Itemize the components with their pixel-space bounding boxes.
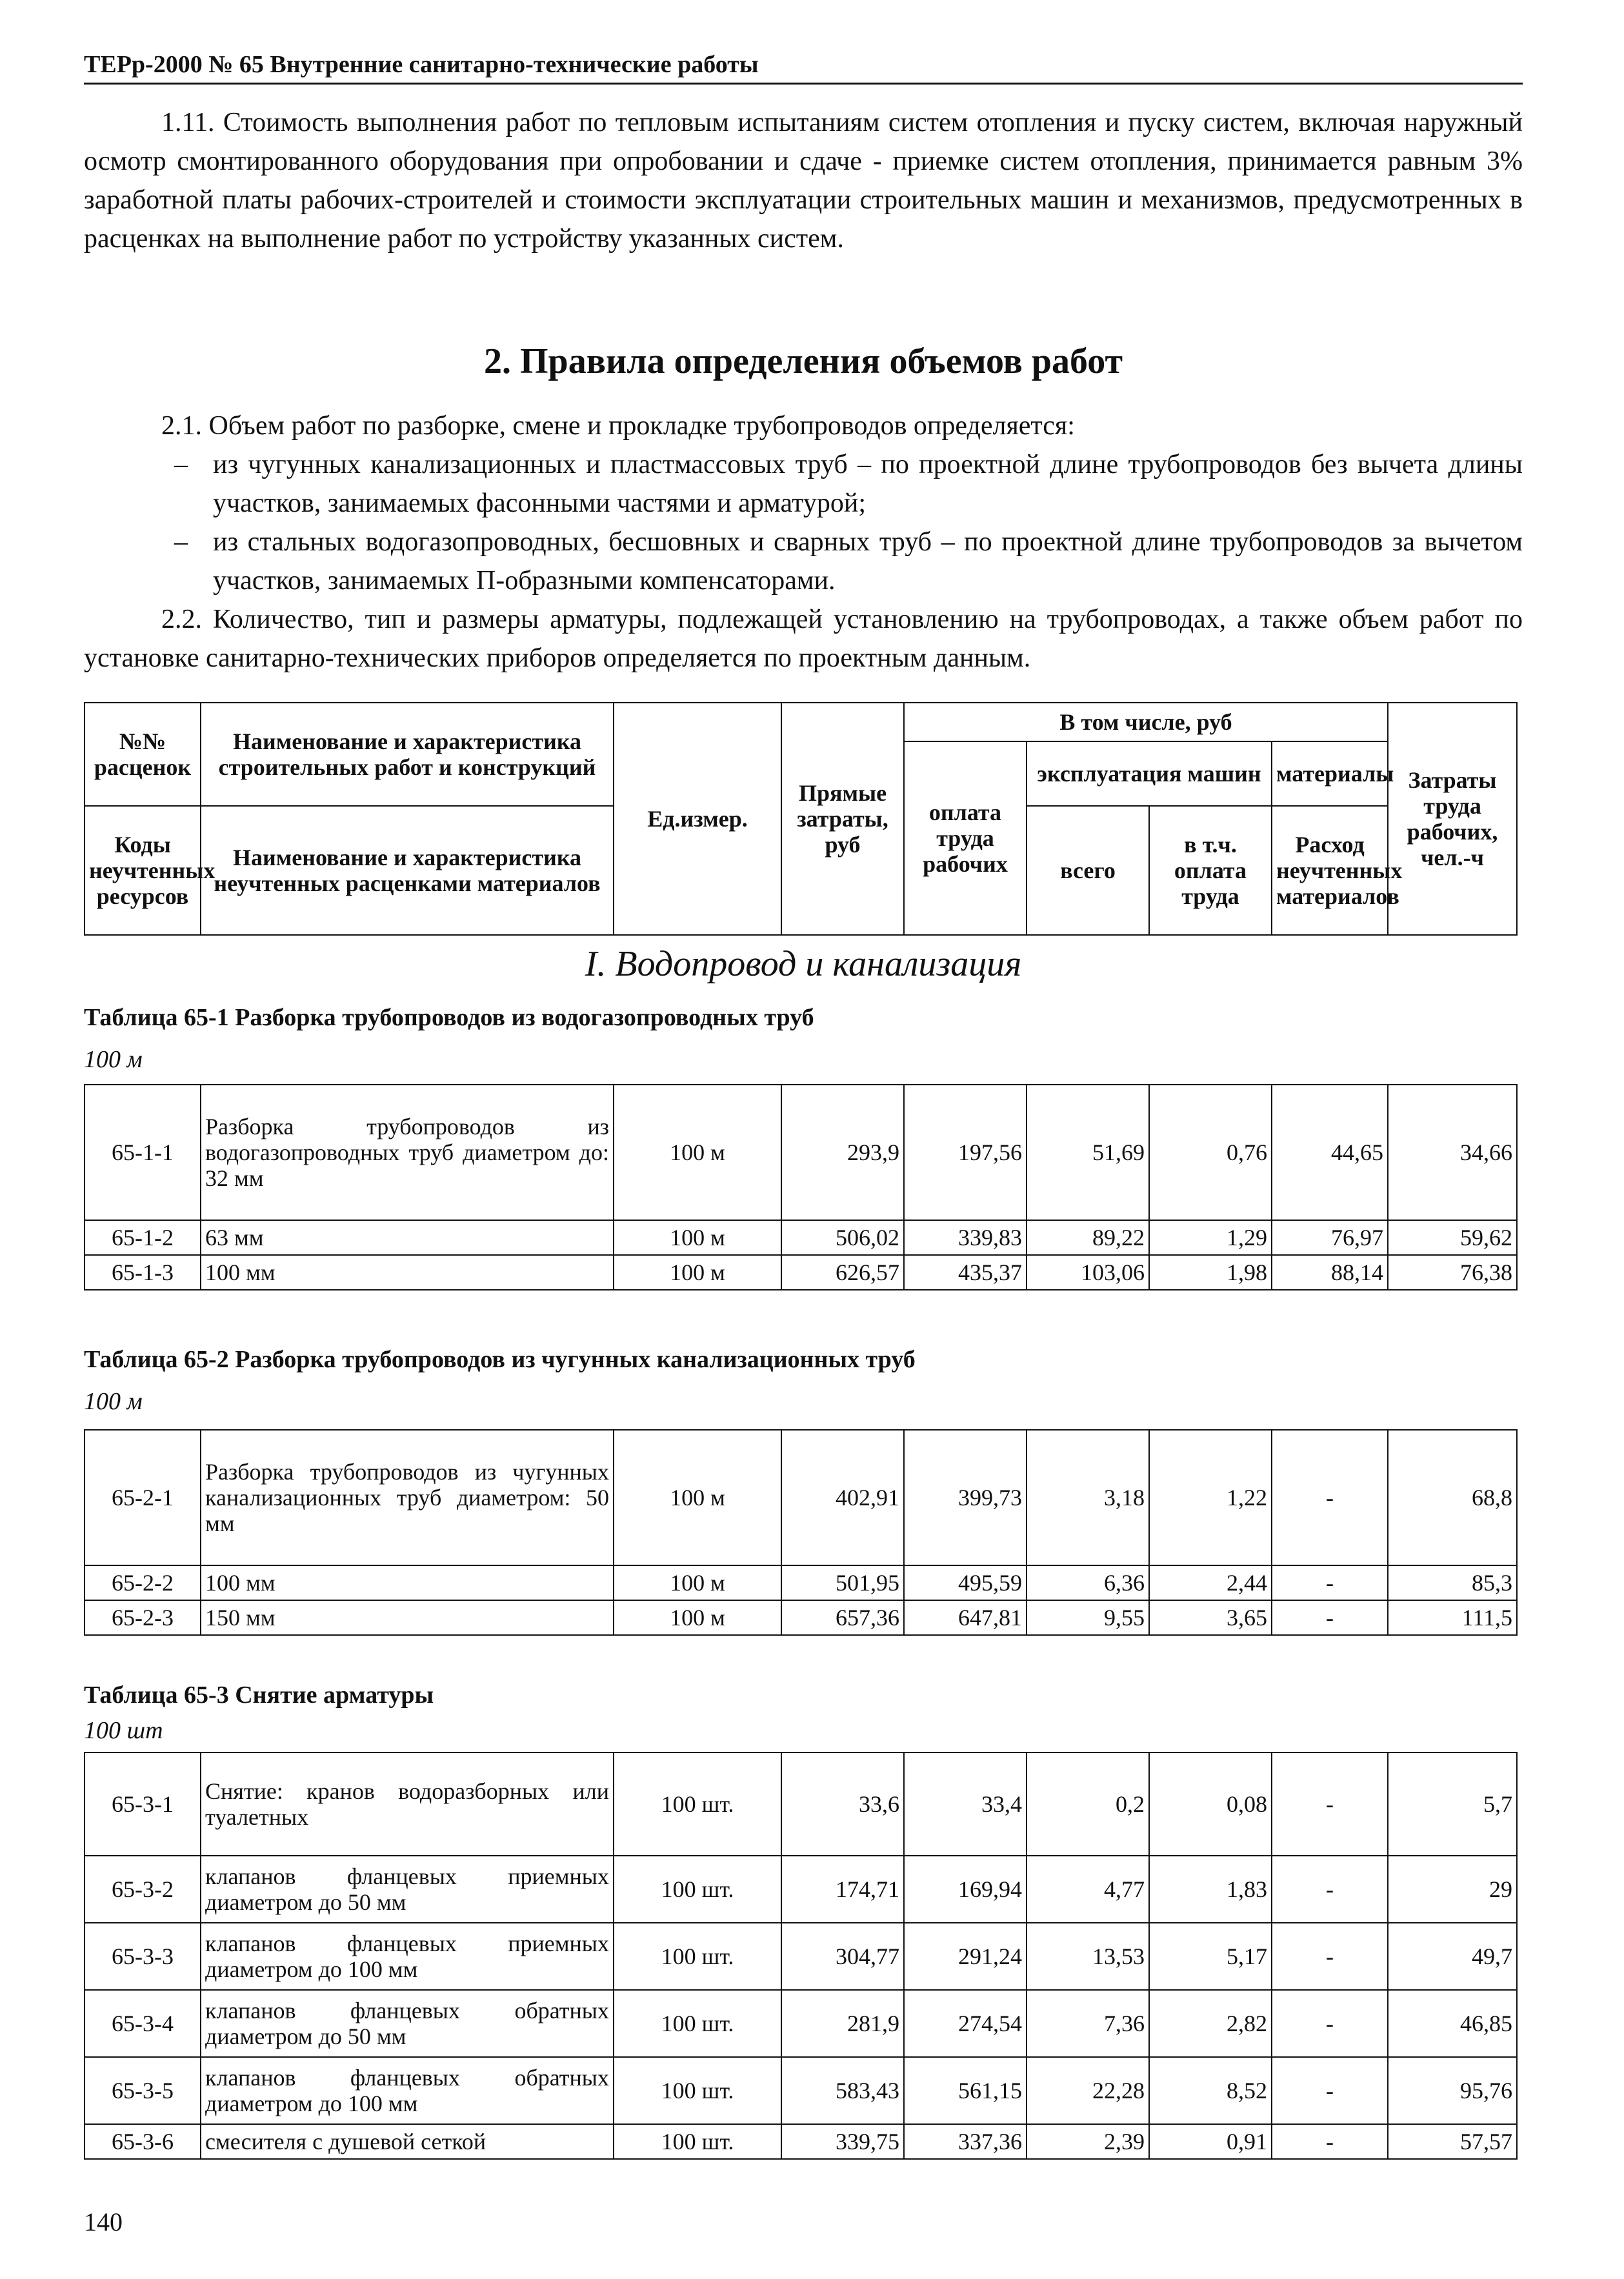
cell-wages: 33,4 [904, 1752, 1027, 1856]
cell-direct: 626,57 [781, 1255, 904, 1290]
cell-direct: 657,36 [781, 1600, 904, 1635]
cell-wages: 561,15 [904, 2057, 1027, 2124]
cell-description: Снятие: кранов водоразборных или туалетных [201, 1752, 614, 1856]
cell-code: 65-2-3 [85, 1600, 201, 1635]
page-number: 140 [84, 2207, 123, 2236]
cell-materials: 76,97 [1272, 1220, 1388, 1255]
cell-labor: 59,62 [1388, 1220, 1517, 1255]
cell-machine-wages: 0,91 [1149, 2124, 1272, 2159]
table-title: Таблица 65-2 Разборка трубопроводов из чугунных канализационных труб [84, 1346, 916, 1373]
section-title: 2. Правила определения объемов работ [484, 341, 1123, 381]
cell-machine-wages: 3,65 [1149, 1600, 1272, 1635]
cell-unit: 100 шт. [614, 2124, 781, 2159]
list-item-text: из стальных водогазопроводных, бесшовных и сварных труб – по проектной длине трубопроводов за вычетом участков, занимаемых П-образными компенсаторами. [213, 527, 1523, 596]
cell-code: 65-3-3 [85, 1923, 201, 1990]
cell-machines: 9,55 [1027, 1600, 1149, 1635]
column-header-table [84, 702, 1518, 936]
list-item [84, 523, 1523, 600]
cell-description: 100 мм [201, 1255, 614, 1290]
cell-wages: 169,94 [904, 1856, 1027, 1923]
cell-unit: 100 шт. [614, 1923, 781, 1990]
cell-materials: - [1272, 1752, 1388, 1856]
cell-description: смесителя с душевой сеткой [201, 2124, 614, 2159]
subsection-title: I. Водопровод и канализация [585, 944, 1022, 984]
cell-labor: 68,8 [1388, 1430, 1517, 1565]
cell-unit: 100 шт. [614, 2057, 781, 2124]
cell-materials: - [1272, 1430, 1388, 1565]
cell-labor: 57,57 [1388, 2124, 1517, 2159]
cell-materials: 44,65 [1272, 1085, 1388, 1220]
cell-wages: 197,56 [904, 1085, 1027, 1220]
cell-labor: 46,85 [1388, 1990, 1517, 2057]
cell-code: 65-1-1 [85, 1085, 201, 1220]
cell-description: 100 мм [201, 1565, 614, 1600]
header-name-materials: Наименование и характеристика неучтенных расценками материалов [201, 806, 614, 935]
cell-machines: 3,18 [1027, 1430, 1149, 1565]
cell-labor: 34,66 [1388, 1085, 1517, 1220]
cell-description: клапанов фланцевых приемных диаметром до 100 мм [201, 1923, 614, 1990]
cell-code: 65-3-6 [85, 2124, 201, 2159]
cell-unit: 100 м [614, 1565, 781, 1600]
table-row [85, 1990, 1517, 2057]
list-item [84, 445, 1523, 523]
cell-wages: 647,81 [904, 1600, 1027, 1635]
paragraph-2-2: 2.2. Количество, тип и размеры арматуры, подлежащей установлению на трубопроводах, а также объем работ по установке санитарно-технических приборов определяется по проектным данным. [84, 605, 1523, 673]
header-number: №№ расценок [85, 703, 201, 806]
cell-code: 65-3-4 [85, 1990, 201, 2057]
data-table [84, 1429, 1518, 1636]
cell-unit: 100 шт. [614, 1752, 781, 1856]
paragraph-2-1: 2.1. Объем работ по разборке, смене и прокладке трубопроводов определяется: [161, 411, 1075, 441]
cell-machine-wages: 0,08 [1149, 1752, 1272, 1856]
table-row [85, 1600, 1517, 1635]
table-title: Таблица 65-1 Разборка трубопроводов из водогазопроводных труб [84, 1004, 814, 1031]
table-row [85, 1430, 1517, 1565]
cell-machine-wages: 1,98 [1149, 1255, 1272, 1290]
cell-description: 150 мм [201, 1600, 614, 1635]
header-wages: оплата труда рабочих [904, 741, 1027, 935]
cell-unit: 100 м [614, 1430, 781, 1565]
cell-description: 63 мм [201, 1220, 614, 1255]
cell-machine-wages: 1,22 [1149, 1430, 1272, 1565]
header-name: Наименование и характеристика строительных работ и конструкций [201, 703, 614, 806]
paragraph-1-11: 1.11. Стоимость выполнения работ по тепловым испытаниям систем отопления и пуску систем, включая наружный осмотр смонтированного оборудования при опробовании и сдаче - приемке систем отопления, принимается равным 3% заработной платы рабочих-строителей и стоимости эксплуатации строительных машин и механизмов, предусмотренных в расценках на выполнение работ по устройству указанных систем. [84, 108, 1523, 254]
cell-labor: 76,38 [1388, 1255, 1517, 1290]
header-unaccounted-materials: Расход неучтенных материалов [1272, 806, 1388, 935]
cell-machines: 13,53 [1027, 1923, 1149, 1990]
cell-materials: - [1272, 1565, 1388, 1600]
table-row [85, 1923, 1517, 1990]
cell-labor: 95,76 [1388, 2057, 1517, 2124]
cell-direct: 174,71 [781, 1856, 904, 1923]
cell-machine-wages: 8,52 [1149, 2057, 1272, 2124]
cell-machine-wages: 0,76 [1149, 1085, 1272, 1220]
table-row [85, 1085, 1517, 1220]
cell-description: Разборка трубопроводов из чугунных канализационных труб диаметром: 50 мм [201, 1430, 614, 1565]
cell-machine-wages: 2,82 [1149, 1990, 1272, 2057]
cell-unit: 100 м [614, 1255, 781, 1290]
cell-labor: 5,7 [1388, 1752, 1517, 1856]
cell-machine-wages: 1,29 [1149, 1220, 1272, 1255]
cell-machines: 103,06 [1027, 1255, 1149, 1290]
header-codes: Коды неучтенных ресурсов [85, 806, 201, 935]
header-including: В том числе, руб [904, 703, 1388, 741]
cell-direct: 304,77 [781, 1923, 904, 1990]
cell-unit: 100 м [614, 1085, 781, 1220]
table-unit: 100 шт [84, 1717, 163, 1744]
cell-unit: 100 шт. [614, 1856, 781, 1923]
cell-machines: 22,28 [1027, 2057, 1149, 2124]
cell-direct: 293,9 [781, 1085, 904, 1220]
header-machine-wages: в т.ч. оплата труда [1149, 806, 1272, 935]
header-machines: эксплуатация машин [1027, 741, 1272, 806]
cell-labor: 29 [1388, 1856, 1517, 1923]
cell-materials: - [1272, 2124, 1388, 2159]
cell-code: 65-2-2 [85, 1565, 201, 1600]
table-row [85, 2124, 1517, 2159]
cell-machines: 51,69 [1027, 1085, 1149, 1220]
cell-machines: 4,77 [1027, 1856, 1149, 1923]
cell-machines: 6,36 [1027, 1565, 1149, 1600]
cell-code: 65-2-1 [85, 1430, 201, 1565]
cell-direct: 501,95 [781, 1565, 904, 1600]
cell-description: клапанов фланцевых обратных диаметром до 50 мм [201, 1990, 614, 2057]
cell-direct: 402,91 [781, 1430, 904, 1565]
cell-labor: 85,3 [1388, 1565, 1517, 1600]
dash-bullet: – [174, 450, 188, 479]
cell-wages: 274,54 [904, 1990, 1027, 2057]
header-materials: материалы [1272, 741, 1388, 806]
header-direct-costs: Прямые затраты, руб [781, 703, 904, 935]
table-title: Таблица 65-3 Снятие арматуры [84, 1682, 434, 1709]
cell-wages: 337,36 [904, 2124, 1027, 2159]
cell-machine-wages: 1,83 [1149, 1856, 1272, 1923]
cell-unit: 100 шт. [614, 1990, 781, 2057]
cell-description: клапанов фланцевых обратных диаметром до 100 мм [201, 2057, 614, 2124]
cell-wages: 339,83 [904, 1220, 1027, 1255]
cell-machine-wages: 5,17 [1149, 1923, 1272, 1990]
cell-code: 65-1-3 [85, 1255, 201, 1290]
table-row [85, 1255, 1517, 1290]
cell-machines: 0,2 [1027, 1752, 1149, 1856]
cell-materials: - [1272, 1856, 1388, 1923]
cell-machines: 7,36 [1027, 1990, 1149, 2057]
header-unit: Ед.измер. [614, 703, 781, 935]
cell-code: 65-3-2 [85, 1856, 201, 1923]
cell-machines: 89,22 [1027, 1220, 1149, 1255]
cell-direct: 33,6 [781, 1752, 904, 1856]
table-row [85, 1565, 1517, 1600]
list-item-text: из чугунных канализационных и пластмассовых труб – по проектной длине трубопроводов без вычета длины участков, занимаемых фасонными частями и арматурой; [213, 450, 1523, 518]
table-unit: 100 м [84, 1388, 143, 1415]
cell-labor: 111,5 [1388, 1600, 1517, 1635]
cell-wages: 399,73 [904, 1430, 1027, 1565]
cell-materials: - [1272, 1600, 1388, 1635]
cell-machines: 2,39 [1027, 2124, 1149, 2159]
header-labor: Затраты труда рабочих, чел.-ч [1388, 703, 1517, 935]
cell-description: клапанов фланцевых приемных диаметром до 50 мм [201, 1856, 614, 1923]
data-table [84, 1084, 1518, 1290]
table-row [85, 1220, 1517, 1255]
cell-materials: - [1272, 2057, 1388, 2124]
table-row [85, 1856, 1517, 1923]
cell-machine-wages: 2,44 [1149, 1565, 1272, 1600]
cell-code: 65-3-5 [85, 2057, 201, 2124]
cell-materials: - [1272, 1990, 1388, 2057]
dash-bullet: – [174, 527, 188, 557]
table-row [85, 1752, 1517, 1856]
table-unit: 100 м [84, 1046, 143, 1073]
cell-wages: 495,59 [904, 1565, 1027, 1600]
cell-unit: 100 м [614, 1600, 781, 1635]
cell-direct: 583,43 [781, 2057, 904, 2124]
cell-code: 65-1-2 [85, 1220, 201, 1255]
data-table [84, 1752, 1518, 2160]
running-header: ТЕРр-2000 № 65 Внутренние санитарно-технические работы [84, 50, 1523, 85]
cell-description: Разборка трубопроводов из водогазопроводных труб диаметром до: 32 мм [201, 1085, 614, 1220]
cell-materials: 88,14 [1272, 1255, 1388, 1290]
cell-direct: 506,02 [781, 1220, 904, 1255]
table-row [85, 2057, 1517, 2124]
cell-labor: 49,7 [1388, 1923, 1517, 1990]
header-machines-total: всего [1027, 806, 1149, 935]
cell-code: 65-3-1 [85, 1752, 201, 1856]
cell-materials: - [1272, 1923, 1388, 1990]
cell-direct: 281,9 [781, 1990, 904, 2057]
cell-wages: 291,24 [904, 1923, 1027, 1990]
cell-wages: 435,37 [904, 1255, 1027, 1290]
cell-direct: 339,75 [781, 2124, 904, 2159]
cell-unit: 100 м [614, 1220, 781, 1255]
